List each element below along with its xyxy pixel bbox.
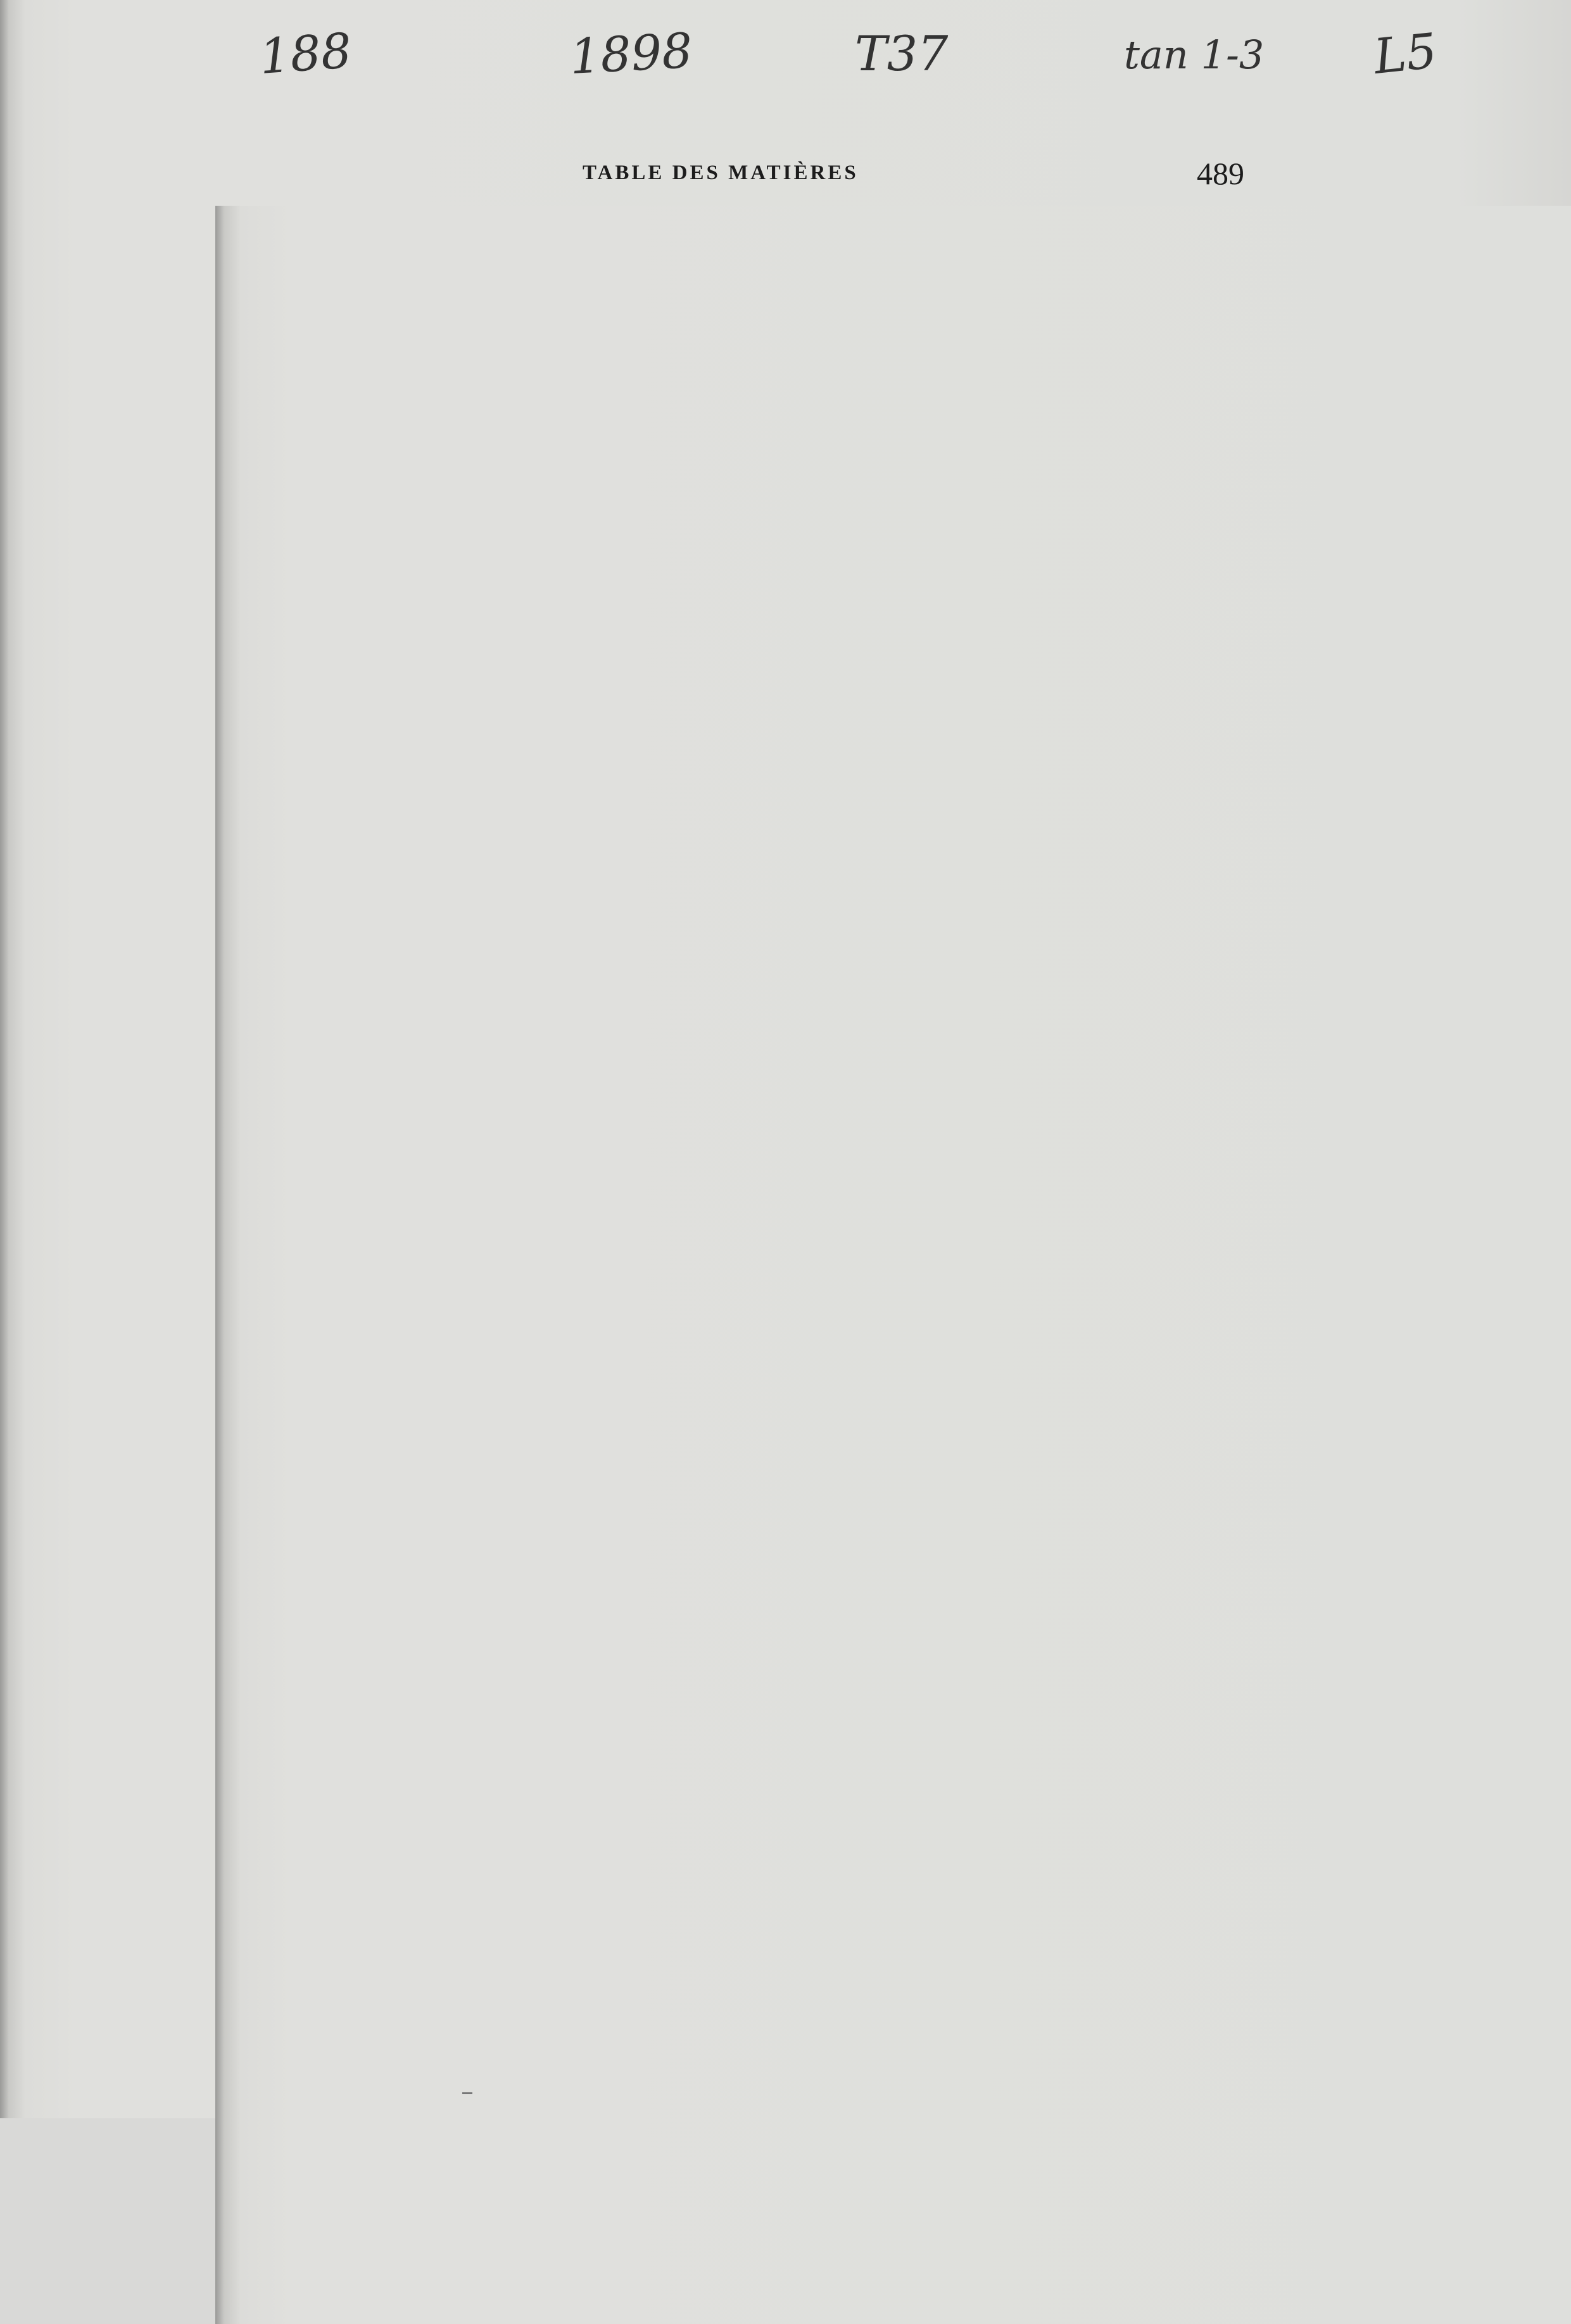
handwritten-note: 188	[258, 22, 353, 85]
page-header	[215, 155, 1244, 199]
scan-mark	[462, 2092, 472, 2094]
handwritten-note: 1898	[568, 22, 694, 85]
handwritten-note: tan 1-3	[1124, 32, 1265, 78]
running-title: TABLE DES MATIÈRES	[583, 161, 859, 184]
entry-page	[215, 206, 1571, 2324]
table-of-contents	[215, 206, 1244, 1867]
page-number: 489	[1197, 156, 1244, 191]
handwritten-annotations	[0, 22, 1571, 95]
handwritten-note: T37	[855, 25, 949, 82]
toc-entry	[215, 1747, 1244, 1787]
handwritten-note: L5	[1371, 22, 1440, 85]
